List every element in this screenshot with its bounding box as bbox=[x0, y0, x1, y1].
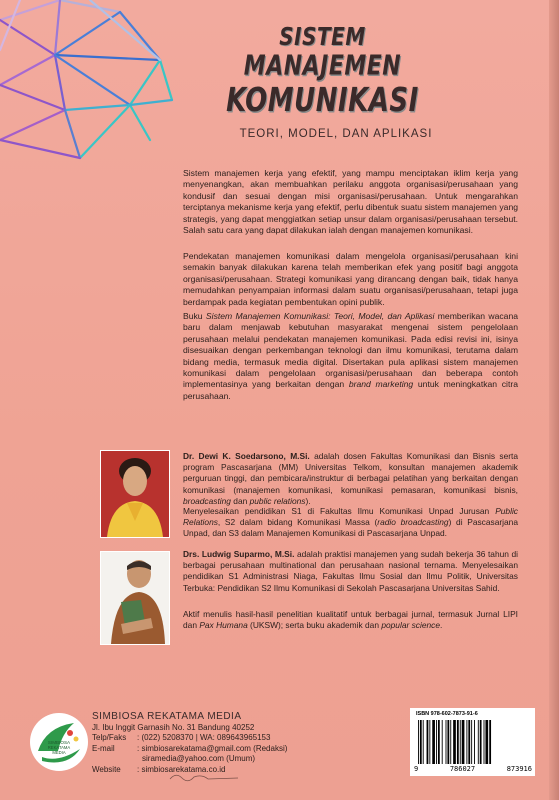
italic-term: radio broadcasting bbox=[377, 517, 449, 528]
text-segment: (UKSW); serta buku akademik dan bbox=[247, 620, 382, 631]
author-photo-ludwig bbox=[100, 551, 170, 645]
phone-label: Telp/Faks bbox=[92, 733, 127, 743]
barcode-digit-first: 9 bbox=[414, 765, 419, 773]
italic-term: popular science bbox=[381, 620, 440, 631]
cover-edge bbox=[549, 0, 559, 800]
description-paragraph-1 bbox=[183, 168, 518, 236]
logo-text: REKATAMA bbox=[47, 745, 71, 750]
book-title bbox=[200, 21, 445, 120]
publisher-name: SIMBIOSA REKATAMA MEDIA bbox=[92, 711, 242, 722]
author-education-dewi bbox=[183, 506, 518, 540]
logo-text: SIMBIOSA bbox=[47, 740, 71, 745]
author-photo-dewi bbox=[100, 450, 170, 538]
paragraph-text bbox=[183, 609, 518, 631]
paragraph-text bbox=[183, 451, 518, 507]
text-segment: adalah dosen Fakultas Komunikasi dan Bisnis serta program Pascasarjana (MM) Universitas Telkom, konsultan manajemen akademik perguruan tinggi, dan pembicara/instruktur di berbagai pelatihan yang berkaitan dengan komunikasi (manajemen komunikasi, komunikasi pemasaran, komunikasi bisnis, bbox=[183, 451, 518, 495]
geometric-polyhedron-graphic bbox=[0, 0, 175, 165]
phone-value: : (022) 5208370 | WA: 089643965153 bbox=[137, 733, 271, 743]
publisher-logo bbox=[28, 711, 90, 773]
website-value: : simbiosarekatama.co.id bbox=[137, 764, 226, 774]
text-segment: Buku bbox=[183, 311, 206, 321]
paragraph-text: Sistem manajemen kerja yang efektif, yang mampu menciptakan iklim kerja yang menyenangkan, akan membuahkan perilaku anggota organisasi/perusahaan yang kondusif dan sesuai dengan misi organisasi/perusahaan. Untuk mengarahkan terciptanya mekanisme kerja yang efektif, perlu dibentuk suatu sistem manajemen yang strategis, yang dapat menggiatkan setiap unsur dalam organisasi/perusahaan tersebut. Salah satu cara yang dapat dilakukan ialah dengan manajemen komunikasi. bbox=[183, 168, 518, 236]
title-line-2: MANAJEMEN bbox=[243, 50, 402, 82]
barcode-bars bbox=[418, 720, 530, 764]
author-bio-ludwig bbox=[183, 549, 518, 594]
text-segment: dan bbox=[230, 495, 250, 506]
signature-scribble bbox=[168, 770, 248, 784]
text-segment: memberikan wacana baru dalam menjawab kebutuhan masyarakat mengenai sistem pengelolaan perusahaan melalui pendekatan manajemen komunikasi. Pada edisi revisi ini, isinya disesuaikan dengan perkembangan teknologi dan ilmu komunikasi, terutama dalam bidang media, termasuk media digital. Disertakan pula aplikasi sistem manajemen komunikasi dalam pengelolaan organisasi/perusahaan dan beberapa contoh implementasinya yang berkaitan dengan bbox=[183, 311, 519, 390]
text-segment: ). bbox=[305, 495, 311, 506]
publisher-address: Jl. Ibu Inggit Garnasih No. 31 Bandung 40252 bbox=[92, 722, 255, 732]
email-value: : simbiosarekatama@gmail.com (Redaksi) bbox=[137, 743, 288, 753]
author-name: Drs. Ludwig Suparmo, M.Si. bbox=[183, 549, 295, 559]
email-label: E-mail bbox=[92, 743, 115, 753]
publisher-phone-row bbox=[92, 733, 287, 744]
italic-term: public relations bbox=[249, 495, 306, 506]
author-name: Dr. Dewi K. Soedarsono, M.Si. bbox=[183, 451, 310, 461]
description-paragraph-2 bbox=[183, 251, 518, 308]
author-activity-ludwig bbox=[183, 609, 518, 631]
book-subtitle: TEORI, MODEL, DAN APLIKASI bbox=[239, 128, 433, 140]
text-segment: Menyelesaikan pendidikan S1 di Fakultas Ilmu Komunikasi Unpad Jurusan bbox=[183, 506, 496, 516]
publisher-email-row bbox=[92, 744, 287, 755]
paragraph-text: Pendekatan manajemen komunikasi dalam mengelola organisasi/perusahaan kini semakin banyak dilakukan karena telah memberikan efek yang positif bagi anggota organisasi/perusahaan. Strategi komunikasi yang dirancang dengan baik, tidak hanya memudahkan penyampaian informasi dalam suatu organisasi/perusahaan, tetapi juga berdampak pada kegiatan pembentukan opini publik. bbox=[183, 251, 518, 307]
email-value-2: siramedia@yahoo.com (Umum) bbox=[142, 754, 256, 764]
isbn-number: ISBN 978-602-7873-91-6 bbox=[416, 711, 478, 717]
text-segment: adalah praktisi manajemen yang sudah bekerja 36 tahun di berbagai perusahaan multinational dan perusahaan nasional ternama. Menyelesaikan pendidikan S1 Administrasi Niaga, Fakultas Ilmu Sosial dan Ilmu Politik, Universitas Terbuka: Pendidikan S2 Ilmu Komunikasi di Sekolah Pascasarjana Universitas Sahid. bbox=[183, 549, 518, 593]
brand-marketing-italic: brand marketing bbox=[348, 379, 414, 390]
italic-term: Pax Humana bbox=[199, 620, 248, 631]
title-line-3: KOMUNIKASI bbox=[226, 82, 419, 120]
paragraph-text bbox=[183, 549, 518, 594]
publisher-email-row-2 bbox=[92, 754, 287, 765]
description-paragraph-3 bbox=[183, 311, 518, 402]
book-title-italic: Sistem Manajemen Komunikasi: Teori, Model, dan Aplikasi bbox=[205, 311, 435, 321]
text-segment: Aktif menulis hasil-hasil penelitian kualitatif untuk berbagai jurnal, termasuk Jurnal LIPI dan bbox=[183, 609, 518, 631]
author-bio-dewi bbox=[183, 451, 518, 507]
spacer bbox=[92, 754, 137, 765]
isbn-barcode bbox=[410, 708, 535, 776]
barcode-group-2: 873916 bbox=[506, 765, 532, 773]
barcode-digits bbox=[414, 765, 532, 773]
logo-text: MEDIA bbox=[52, 750, 66, 755]
paragraph-text bbox=[183, 506, 518, 540]
paragraph-text bbox=[183, 311, 518, 402]
publisher-info bbox=[92, 712, 287, 776]
text-segment: . bbox=[440, 620, 443, 631]
italic-term: Public Relations bbox=[183, 506, 518, 528]
text-segment: , S2 dalam bidang Komunikasi Massa ( bbox=[217, 517, 378, 528]
text-segment: ) di Pascasarjana Unpad, dan S3 dalam Manajemen Komunikasi di Pascasarjana Unpad. bbox=[183, 517, 518, 539]
text-segment: untuk meningkatkan citra perusahaan. bbox=[183, 379, 518, 401]
barcode-group-1: 786027 bbox=[449, 765, 476, 773]
title-line-1: SISTEM bbox=[279, 21, 366, 51]
italic-term: broadcasting bbox=[183, 495, 231, 506]
website-label: Website bbox=[92, 764, 121, 774]
